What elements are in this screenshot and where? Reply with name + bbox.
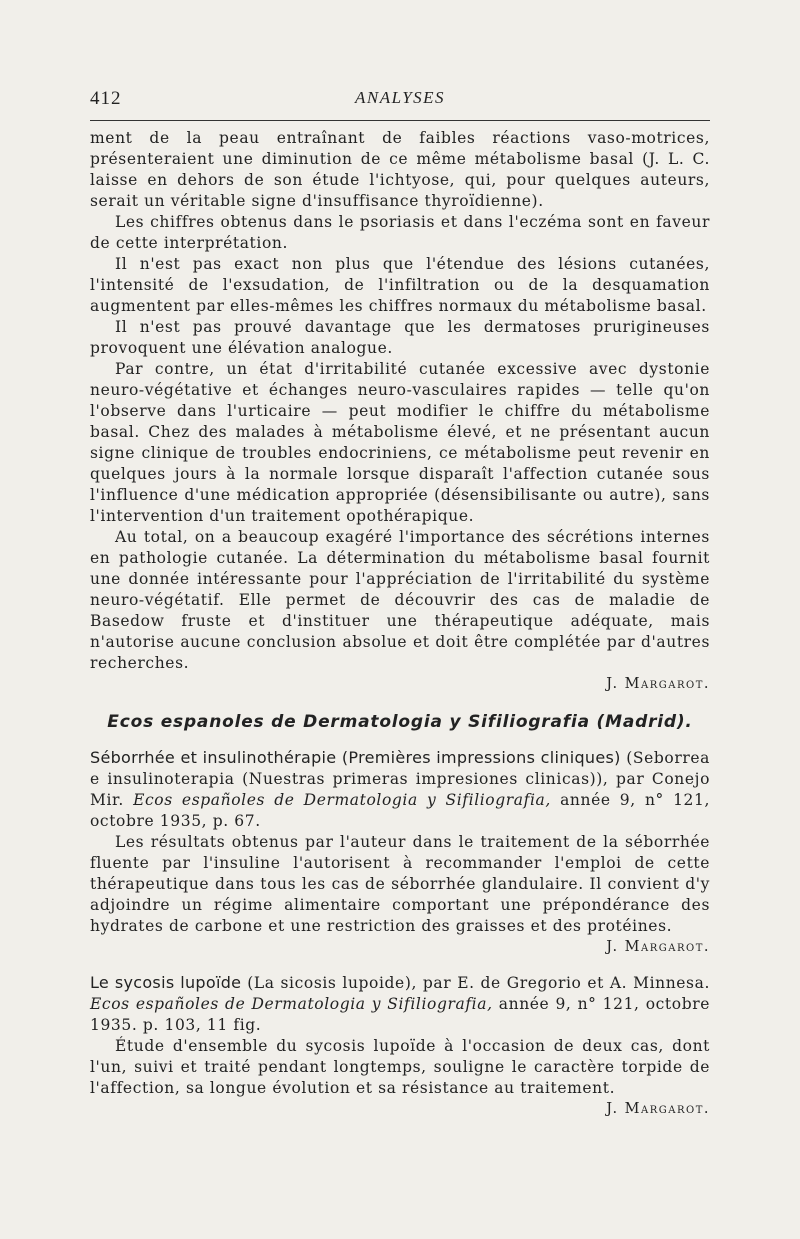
entry-original-title: (La sicosis lupoide), par E. de Gregorio et A. Minnesa. (247, 974, 710, 992)
entry-signature: J. Margarot. (606, 939, 710, 955)
entry-seborrhee (90, 747, 710, 958)
entry-citation: année 9, n° 121, octobre 1935. p. 103, 11 fig. (90, 995, 710, 1034)
intro-paragraph-1: ment de la peau entraînant de faibles réactions vaso-motrices, présenteraient une diminution de ce même métabolisme basal (J. L. C. laisse en dehors de son étude l'ichtyose, qui, pour quelques auteurs, serait un véritable signe d'insuffisance thyroïdienne). (90, 129, 710, 210)
entry-body: Les résultats obtenus par l'auteur dans le traitement de la séborrhée fluente par l'insuline l'autorisent à recommander l'emploi de cette thérapeutique dans tous les cas de séborrhée glandulaire. Il convient d'y adjoindre un régime alimentaire comportant une prépondérance des hydrates de carbone et une restriction des graisses et des protéines. (90, 833, 710, 935)
intro-paragraph-2: Les chiffres obtenus dans le psoriasis et dans l'eczéma sont en faveur de cette interprétation. (90, 213, 710, 252)
entry-body: Étude d'ensemble du sycosis lupoïde à l'occasion de deux cas, dont l'un, suivi et traité pendant longtemps, souligne le caractère torpide de l'affection, sa longue évolution et sa résistance au traitement. (90, 1037, 710, 1097)
entry-journal: Ecos españoles de Dermatologia y Sifiliografia, (133, 791, 551, 809)
entry-title: Le sycosis lupoïde (90, 973, 242, 992)
intro-paragraph-6: Au total, on a beaucoup exagéré l'importance des sécrétions internes en pathologie cutanée. La détermination du métabolisme basal fournit une donnée intéressante pour l'appréciation de l'irritabilité du système neuro-végétatif. Elle permet de découvrir des cas de maladie de Basedow fruste et d'instituer une thérapeutique adéquate, mais n'autorise aucune conclusion absolue et doit être complétée par d'autres recherches. (90, 528, 710, 672)
running-title: ANALYSES (354, 88, 446, 107)
entry-citation: année 9, n° 121, octobre 1935, p. 67. (90, 791, 710, 830)
page-body (90, 128, 710, 1120)
intro-paragraph-5: Par contre, un état d'irritabilité cutanée excessive avec dystonie neuro-végétative et échanges neuro-vasculaires rapides — telle qu'on l'observe dans l'urticaire — peut modifier le chiffre du métabolisme basal. Chez des malades à métabolisme élevé, et ne présentant aucun signe clinique de troubles endocriniens, ce métabolisme peut revenir en quelques jours à la normale lorsque disparaît l'affection cutanée sous l'influence d'une médication appropriée (désensibilisante ou autre), sans l'intervention d'un traitement opothérapique. (90, 360, 710, 525)
entry-title: Séborrhée et insulinothérapie (Premières impressions cliniques) (90, 748, 621, 767)
entry-heading (90, 747, 710, 832)
header-rule (90, 120, 710, 121)
entry-journal: Ecos españoles de Dermatologia y Sifiliografia, (90, 995, 493, 1013)
entry-heading (90, 972, 710, 1036)
page-number: 412 (90, 88, 122, 109)
intro-paragraph-4: Il n'est pas prouvé davantage que les dermatoses prurigineuses provoquent une élévation analogue. (90, 318, 710, 357)
intro-signature: J. Margarot. (606, 676, 710, 692)
entry-gap (90, 958, 710, 972)
entry-original-title: (Seborrea e insulinoterapia (Nuestras primeras impresiones clinicas)), par Conejo Mir. (90, 749, 710, 809)
intro-paragraph-3: Il n'est pas exact non plus que l'étendue des lésions cutanées, l'intensité de l'exsudation, de l'infiltration ou de la desquamation augmentent par elles-mêmes les chiffres normaux du métabolisme basal. (90, 255, 710, 315)
running-head (90, 88, 710, 112)
entry-signature: J. Margarot. (606, 1101, 710, 1117)
entry-sycosis (90, 972, 710, 1120)
section-title: Ecos espanoles de Dermatologia y Sifiliografia (Madrid). (107, 712, 693, 732)
